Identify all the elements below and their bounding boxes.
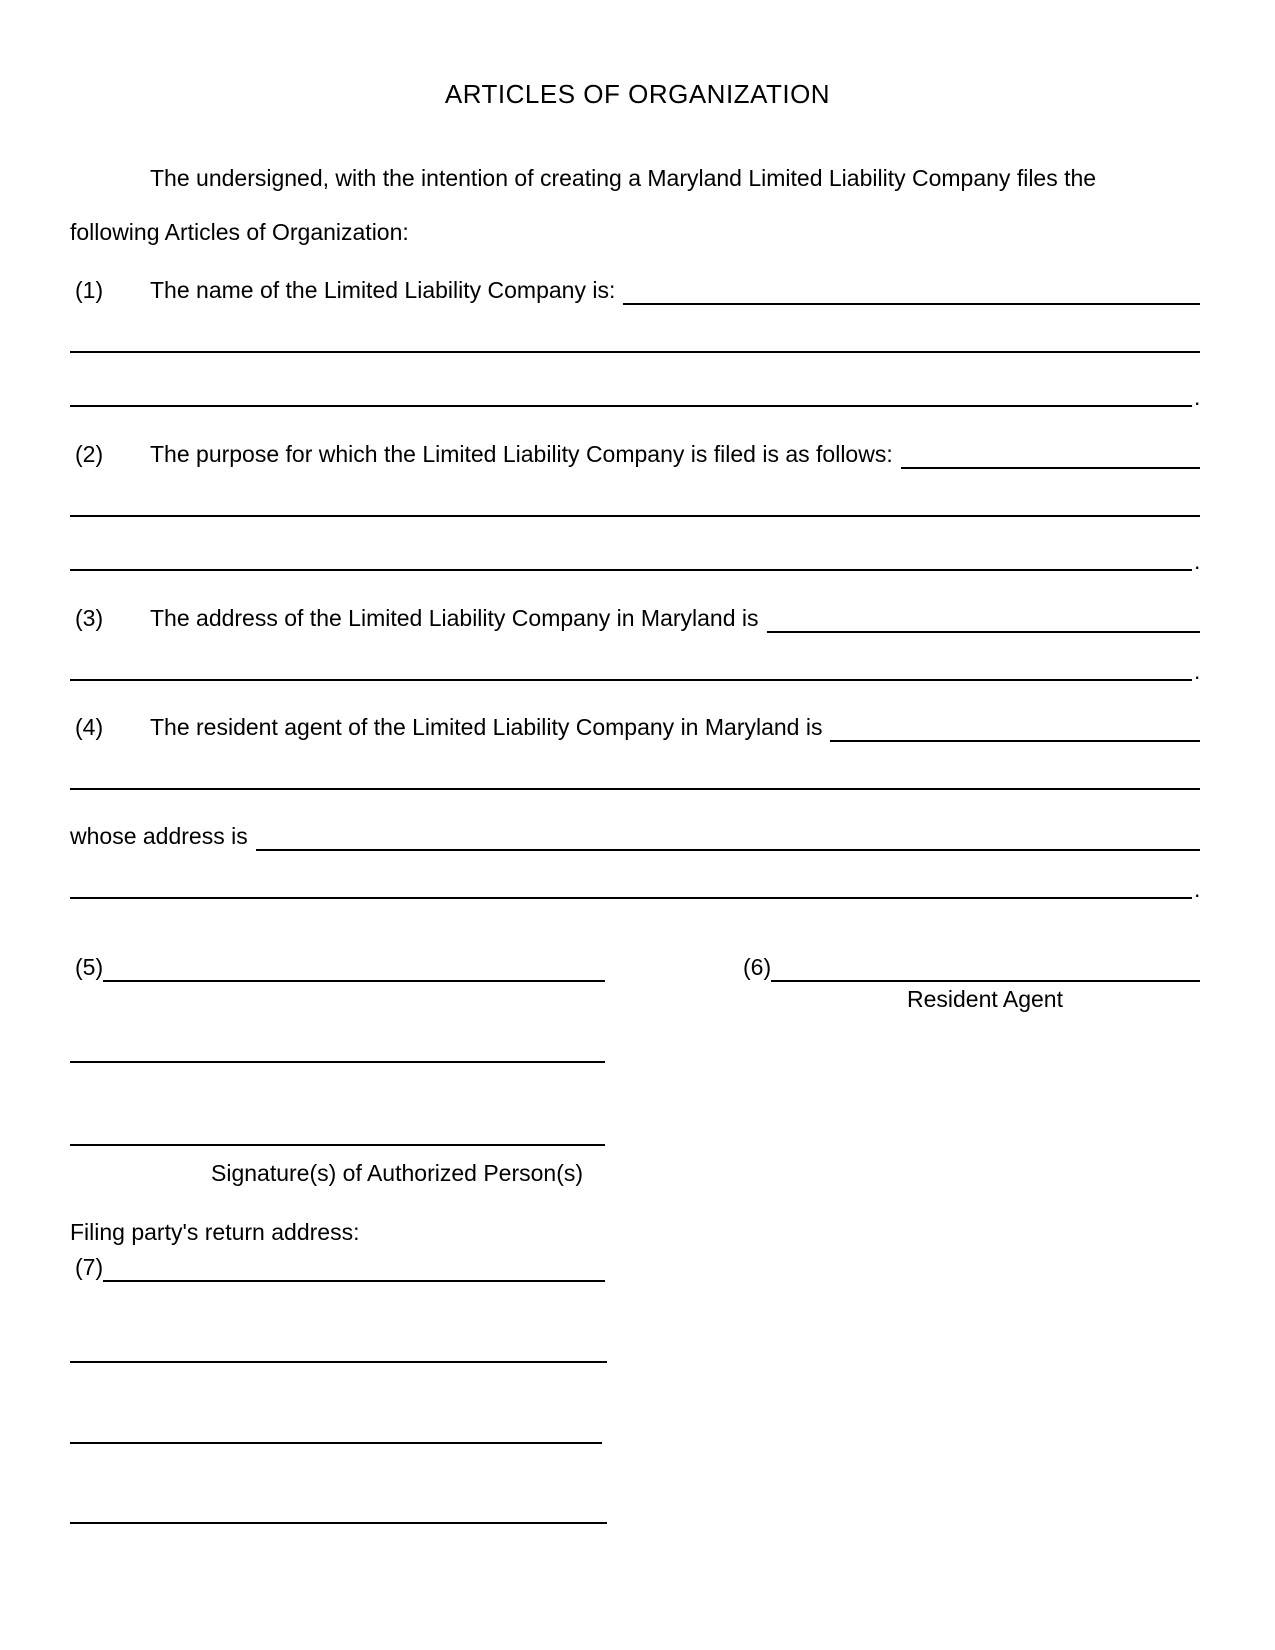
item-2-label: The purpose for which the Limited Liability Company is filed is as follows: [150,441,893,467]
item-3-label: The address of the Limited Liability Company in Maryland is [150,605,759,631]
item-5-number: (5) [75,954,104,980]
page-title: ARTICLES OF ORGANIZATION [444,79,831,109]
resident-agent-continuation-line[interactable] [70,788,1200,790]
item-1-number: (1) [75,277,104,303]
llc-purpose-field[interactable] [901,439,1200,469]
llc-purpose-continuation-line-1[interactable] [70,515,1200,517]
resident-agent-caption: Resident Agent [906,986,1063,1012]
llc-purpose-continuation-line-2[interactable] [70,569,1192,571]
item-2-number: (2) [75,441,104,467]
item-4-number: (4) [75,714,104,740]
llc-address-continuation-line[interactable] [70,679,1192,681]
item-1-row [70,275,1200,305]
period-mark: . [1194,658,1201,684]
resident-agent-address-continuation-line[interactable] [70,897,1192,899]
item-6-number: (6) [743,954,772,980]
resident-agent-signature-field[interactable] [771,952,1200,982]
period-mark: . [1194,548,1201,574]
item-5-row [70,952,605,982]
item-7-number: (7) [75,1254,104,1280]
llc-name-continuation-line-1[interactable] [70,351,1200,353]
return-address-field-1[interactable] [103,1252,605,1282]
whose-address-label: whose address is [70,823,248,849]
item-4-label: The resident agent of the Limited Liability Company in Maryland is [150,714,823,740]
llc-name-continuation-line-2[interactable] [70,405,1192,407]
item-3-row [70,603,1200,633]
item-7-row [70,1252,605,1282]
whose-address-row [70,821,1200,851]
intro-paragraph-line-2: following Articles of Organization: [70,219,409,245]
item-6-row [738,952,1200,982]
item-2-row [70,439,1200,469]
item-4-row [70,712,1200,742]
item-3-number: (3) [75,605,104,631]
resident-agent-name-field[interactable] [830,712,1200,742]
authorized-person-signature-field-2[interactable] [70,1061,605,1063]
return-address-field-2[interactable] [70,1361,607,1363]
resident-agent-address-field[interactable] [256,821,1200,851]
llc-name-field[interactable] [623,275,1200,305]
llc-address-field[interactable] [767,603,1200,633]
intro-paragraph-line-1: The undersigned, with the intention of creating a Maryland Limited Liability Company files the [150,165,1097,191]
authorized-person-signature-field-1[interactable] [103,952,605,982]
filing-party-label: Filing party's return address: [70,1219,360,1245]
signature-caption: Signature(s) of Authorized Person(s) [211,1160,584,1186]
period-mark: . [1194,876,1201,902]
return-address-field-3[interactable] [70,1442,602,1444]
period-mark: . [1194,384,1201,410]
return-address-field-4[interactable] [70,1522,607,1524]
authorized-person-signature-field-3[interactable] [70,1144,605,1146]
item-1-label: The name of the Limited Liability Company is: [150,277,616,303]
